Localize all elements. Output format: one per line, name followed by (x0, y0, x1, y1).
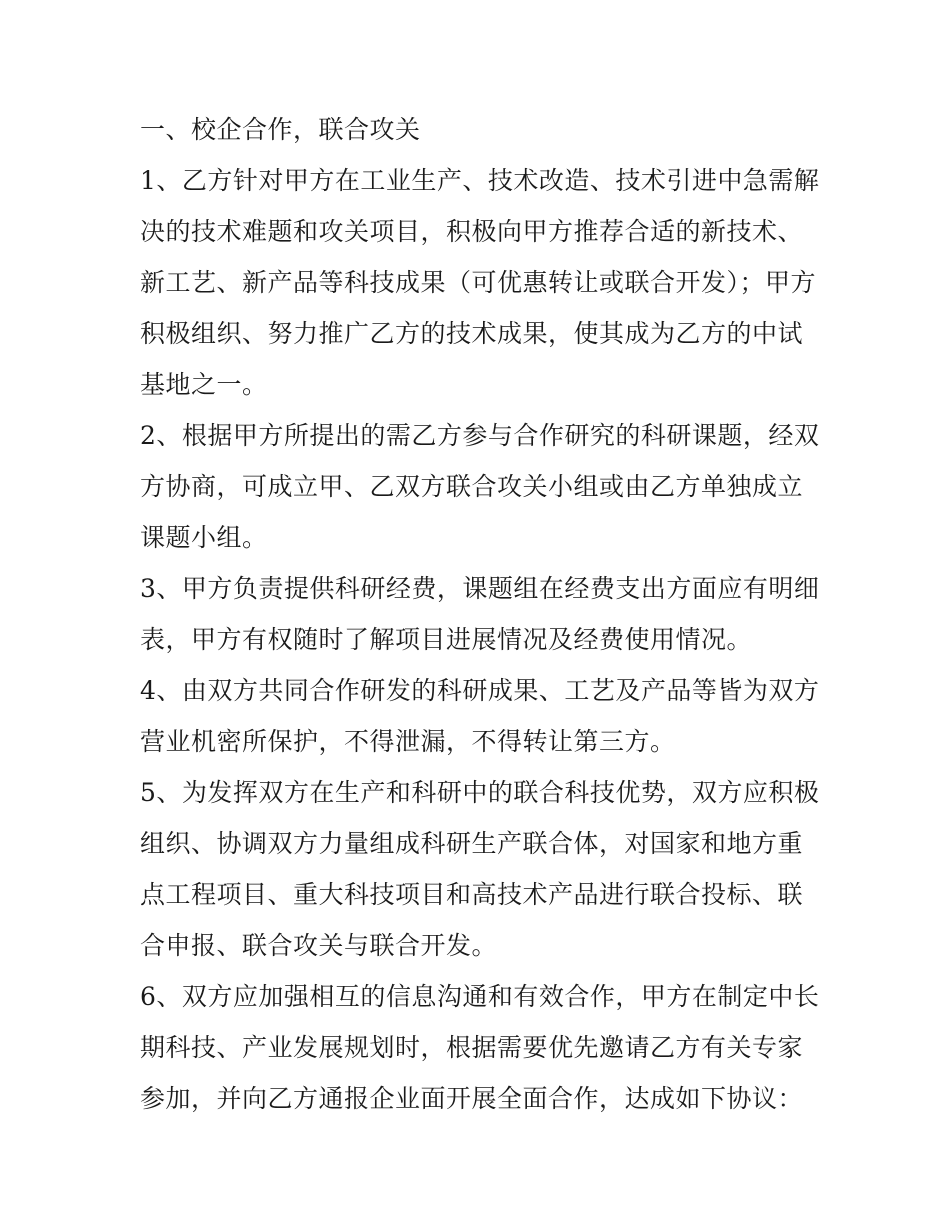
paragraph-5: 5、为发挥双方在生产和科研中的联合科技优势，双方应积极组织、协调双方力量组成科研生产联合体，对国家和地方重点工程项目、重大科技项目和高技术产品进行联合投标、联合申报、联合攻关与联合开发。 (140, 778, 820, 960)
paragraph-6: 6、双方应加强相互的信息沟通和有效合作，甲方在制定中长期科技、产业发展规划时，根据需要优先邀请乙方有关专家参加，并向乙方通报企业面开展全面合作，达成如下协议： (140, 982, 820, 1113)
paragraph-1: 1、乙方针对甲方在工业生产、技术改造、技术引进中急需解决的技术难题和攻关项目，积极向甲方推荐合适的新技术、新工艺、新产品等科技成果（可优惠转让或联合开发）；甲方积极组织、努力推广乙方的技术成果，使其成为乙方的中试基地之一。 (140, 166, 820, 399)
paragraph-2: 2、根据甲方所提出的需乙方参与合作研究的科研课题，经双方协商，可成立甲、乙双方联合攻关小组或由乙方单独成立课题小组。 (140, 421, 820, 552)
paragraph-3: 3、甲方负责提供科研经费，课题组在经费支出方面应有明细表，甲方有权随时了解项目进展情况及经费使用情况。 (140, 574, 820, 654)
paragraph-4: 4、由双方共同合作研发的科研成果、工艺及产品等皆为双方营业机密所保护，不得泄漏，不得转让第三方。 (140, 676, 820, 756)
section-heading: 一、校企合作，联合攻关 (140, 115, 421, 144)
document-body (140, 104, 820, 1124)
